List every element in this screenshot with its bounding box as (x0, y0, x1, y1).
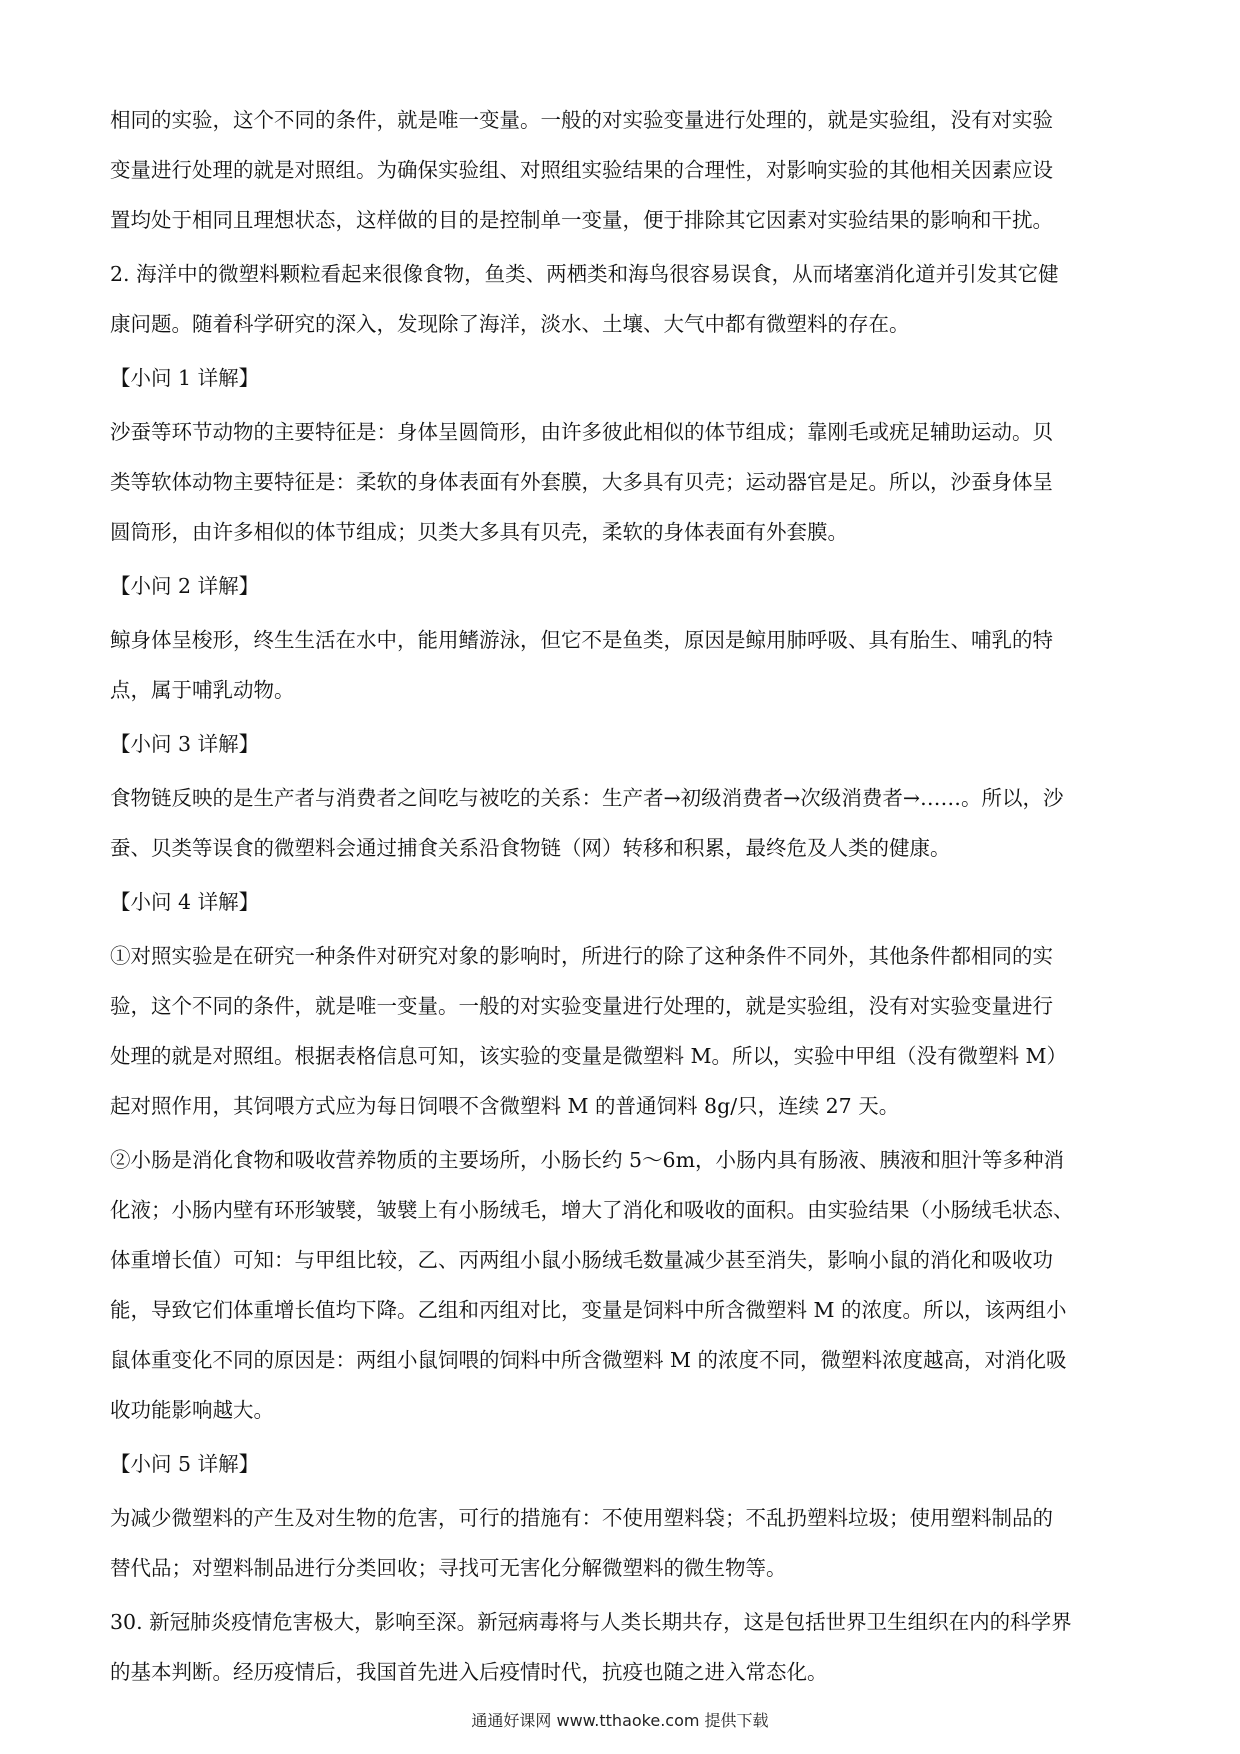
document-body (110, 95, 1130, 1697)
text-line: 类等软体动物主要特征是：柔软的身体表面有外套膜，大多具有贝壳；运动器官是足。所以，沙蚕身体呈 (110, 470, 1053, 494)
paragraph (110, 773, 1130, 873)
paragraph (110, 95, 1130, 245)
text-line: 圆筒形，由许多相似的体节组成；贝类大多具有贝壳，柔软的身体表面有外套膜。 (110, 520, 848, 544)
page-footer: 通通好课网 www.tthaoke.com 提供下载 (471, 1711, 769, 1730)
section-heading: 【小问 3 详解】 (110, 732, 260, 756)
paragraph (110, 615, 1130, 715)
text-line: 能，导致它们体重增长值均下降。乙组和丙组对比，变量是饲料中所含微塑料 M 的浓度。所以，该两组小 (110, 1298, 1067, 1322)
text-line: 化液；小肠内壁有环形皱襞，皱襞上有小肠绒毛，增大了消化和吸收的面积。由实验结果（小肠绒毛状态、 (110, 1198, 1074, 1222)
text-line: 处理的就是对照组。根据表格信息可知，该实验的变量是微塑料 M。所以，实验中甲组（没有微塑料 M） (110, 1044, 1068, 1068)
text-line: 的基本判断。经历疫情后，我国首先进入后疫情时代，抗疫也随之进入常态化。 (110, 1660, 828, 1684)
text-line: 相同的实验，这个不同的条件，就是唯一变量。一般的对实验变量进行处理的，就是实验组，没有对实验 (110, 108, 1053, 132)
text-line: ②小肠是消化食物和吸收营养物质的主要场所，小肠长约 5～6m，小肠内具有肠液、胰液和胆汁等多种消 (110, 1148, 1065, 1172)
section-heading: 【小问 2 详解】 (110, 574, 260, 598)
text-line: 沙蚕等环节动物的主要特征是：身体呈圆筒形，由许多彼此相似的体节组成；靠刚毛或疣足辅助运动。贝 (110, 420, 1053, 444)
text-line: 变量进行处理的就是对照组。为确保实验组、对照组实验结果的合理性，对影响实验的其他相关因素应设 (110, 158, 1053, 182)
text-line: 起对照作用，其饲喂方式应为每日饲喂不含微塑料 M 的普通饲料 8g/只，连续 27 天。 (110, 1094, 900, 1118)
section-heading: 【小问 5 详解】 (110, 1452, 260, 1476)
text-line: 蚕、贝类等误食的微塑料会通过捕食关系沿食物链（网）转移和积累，最终危及人类的健康。 (110, 836, 951, 860)
text-line: 食物链反映的是生产者与消费者之间吃与被吃的关系：生产者→初级消费者→次级消费者→……。所以，沙 (110, 786, 1064, 810)
paragraph (110, 1597, 1130, 1697)
text-line: 点，属于哺乳动物。 (110, 678, 295, 702)
text-line: 30. 新冠肺炎疫情危害极大，影响至深。新冠病毒将与人类长期共存，这是包括世界卫生组织在内的科学界 (110, 1610, 1072, 1634)
text-line: 鲸身体呈梭形，终生生活在水中，能用鳍游泳，但它不是鱼类，原因是鲸用肺呼吸、具有胎生、哺乳的特 (110, 628, 1053, 652)
text-line: 置均处于相同且理想状态，这样做的目的是控制单一变量，便于排除其它因素对实验结果的影响和干扰。 (110, 208, 1053, 232)
text-line: 验，这个不同的条件，就是唯一变量。一般的对实验变量进行处理的，就是实验组，没有对实验变量进行 (110, 994, 1053, 1018)
text-line: ①对照实验是在研究一种条件对研究对象的影响时，所进行的除了这种条件不同外，其他条件都相同的实 (110, 944, 1053, 968)
paragraph (110, 1493, 1130, 1593)
text-line: 替代品；对塑料制品进行分类回收；寻找可无害化分解微塑料的微生物等。 (110, 1556, 787, 1580)
paragraph (110, 249, 1130, 349)
text-line: 康问题。随着科学研究的深入，发现除了海洋，淡水、土壤、大气中都有微塑料的存在。 (110, 312, 910, 336)
text-line: 为减少微塑料的产生及对生物的危害，可行的措施有：不使用塑料袋；不乱扔塑料垃圾；使用塑料制品的 (110, 1506, 1053, 1530)
text-line: 2. 海洋中的微塑料颗粒看起来很像食物，鱼类、两栖类和海鸟很容易误食，从而堵塞消化道并引发其它健 (110, 262, 1059, 286)
text-line: 体重增长值）可知：与甲组比较，乙、丙两组小鼠小肠绒毛数量减少甚至消失，影响小鼠的消化和吸收功 (110, 1248, 1053, 1272)
section-heading: 【小问 1 详解】 (110, 366, 260, 390)
paragraph (110, 931, 1130, 1131)
paragraph (110, 407, 1130, 557)
section-heading: 【小问 4 详解】 (110, 890, 260, 914)
paragraph (110, 1135, 1130, 1435)
text-line: 收功能影响越大。 (110, 1398, 274, 1422)
text-line: 鼠体重变化不同的原因是：两组小鼠饲喂的饲料中所含微塑料 M 的浓度不同，微塑料浓度越高，对消化吸 (110, 1348, 1067, 1372)
